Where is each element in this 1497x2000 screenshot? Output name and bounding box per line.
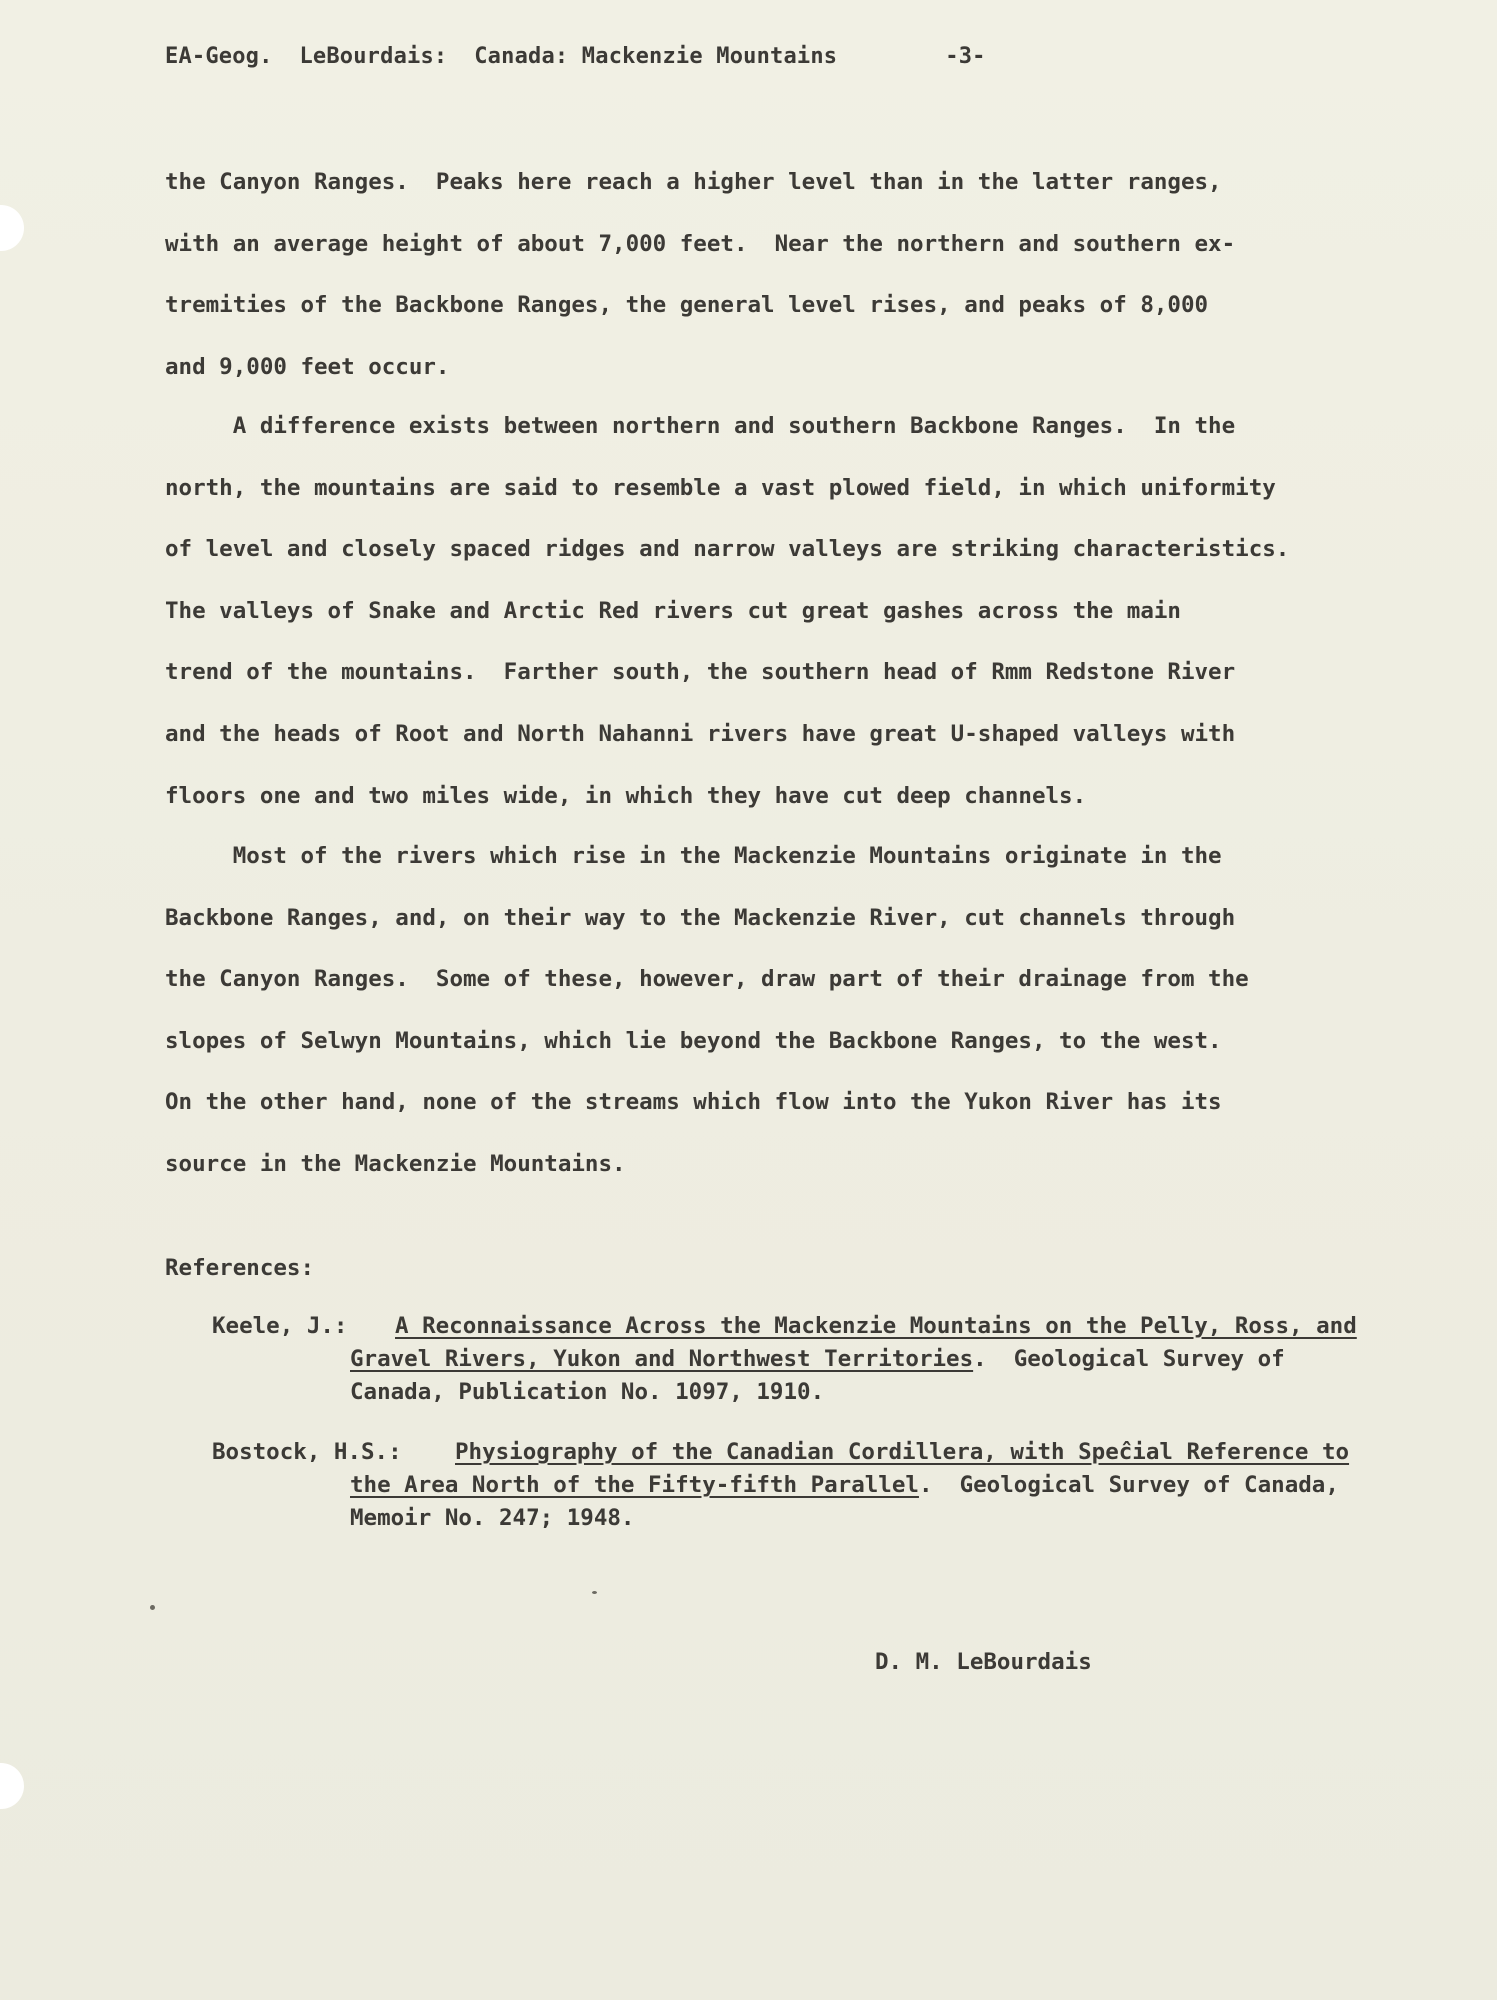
paragraph-line: the Canyon Ranges. Some of these, however, draw part of their drainage from the: [165, 966, 1249, 993]
paragraph-line: trend of the mountains. Farther south, the southern head of Rmm Redstone River: [165, 659, 1236, 686]
reference-author: Keele, J.:: [212, 1313, 348, 1339]
reference-line: [350, 1469, 1339, 1502]
paragraph-line: of level and closely spaced ridges and narrow valleys are striking characteristics.: [165, 536, 1290, 563]
paragraph-line: the Canyon Ranges. Peaks here reach a higher level than in the latter ranges,: [165, 169, 1222, 195]
paragraph-line: Most of the rivers which rise in the Mackenzie Mountains originate in the: [165, 843, 1222, 869]
paragraph-1: [165, 152, 1235, 398]
paragraph-line: On the other hand, none of the streams which flow into the Yukon River has its: [165, 1089, 1222, 1116]
punch-hole-top: [0, 205, 24, 251]
header-title: EA-Geog. LeBourdais: Canada: Mackenzie Mountains: [165, 44, 838, 69]
paragraph-line: source in the Mackenzie Mountains.: [165, 1150, 626, 1177]
reference-publication-line: Canada, Publication No. 1097, 1910.: [350, 1379, 825, 1405]
paragraph-line: north, the mountains are said to resemble a vast plowed field, in which uniformity: [165, 474, 1276, 501]
reference-title-line: A Reconnaissance Across the Mackenzie Mountains on the Pelly, Ross, and: [395, 1313, 1357, 1339]
paper-speck: [592, 1591, 597, 1594]
paragraph-line: The valleys of Snake and Arctic Red rivers cut great gashes across the main: [165, 597, 1181, 624]
paragraph-line: A difference exists between northern and southern Backbone Ranges. In the: [165, 413, 1236, 439]
paragraph-2: [165, 396, 1289, 827]
punch-hole-bottom: [0, 1763, 24, 1809]
reference-publisher: . Geological Survey of: [973, 1346, 1285, 1372]
reference-publication-line: Memoir No. 247; 1948.: [350, 1505, 635, 1531]
paragraph-line: with an average height of about 7,000 feet. Near the northern and southern ex-: [165, 230, 1236, 257]
page-header: [165, 44, 986, 69]
page-number: -3-: [945, 44, 986, 69]
signature: D. M. LeBourdais: [875, 1649, 1092, 1675]
references-heading: References:: [165, 1255, 315, 1281]
paragraph-line: and 9,000 feet occur.: [165, 353, 450, 380]
paragraph-line: Backbone Ranges, and, on their way to the Mackenzie River, cut channels through: [165, 904, 1236, 931]
paper-speck: [150, 1605, 155, 1610]
reference-title-line: the Area North of the Fifty-fifth Parallel: [350, 1472, 919, 1498]
paragraph-line: floors one and two miles wide, in which they have cut deep channels.: [165, 782, 1087, 809]
paragraph-3: [165, 826, 1249, 1196]
reference-title-line: Gravel Rivers, Yukon and Northwest Territories: [350, 1346, 974, 1372]
reference-author: Bostock, H.S.:: [212, 1439, 402, 1465]
reference-publisher: . Geological Survey of Canada,: [918, 1472, 1339, 1498]
paragraph-line: tremities of the Backbone Ranges, the general level rises, and peaks of 8,000: [165, 292, 1209, 319]
reference-line: [350, 1343, 1285, 1376]
paragraph-line: and the heads of Root and North Nahanni rivers have great U-shaped valleys with: [165, 720, 1236, 747]
reference-title-line: Physiography of the Canadian Cordillera, with Speĉial Reference to: [455, 1439, 1350, 1465]
paragraph-line: slopes of Selwyn Mountains, which lie beyond the Backbone Ranges, to the west.: [165, 1027, 1222, 1054]
